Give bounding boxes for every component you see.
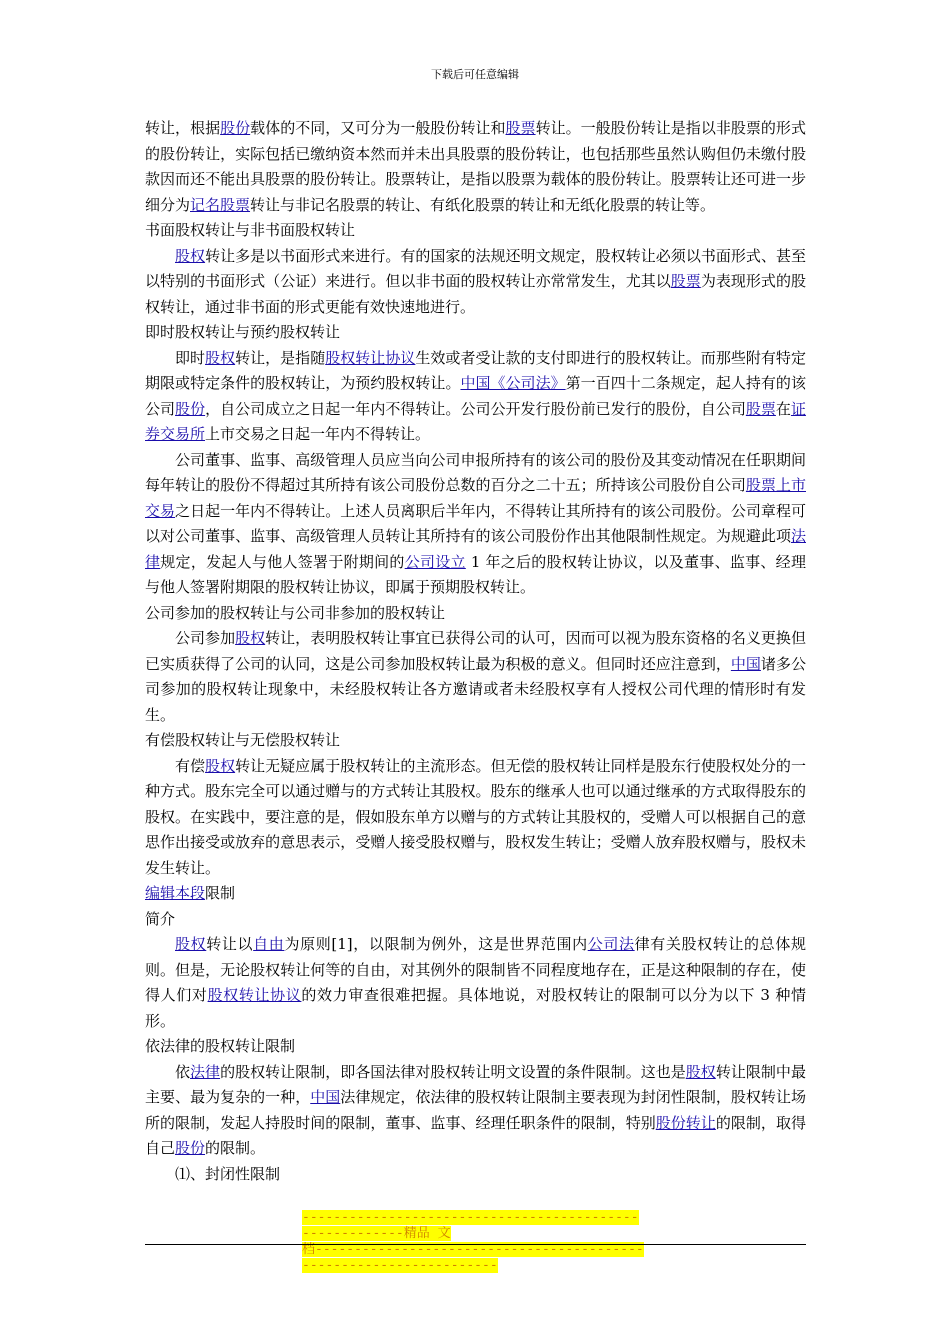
paragraph bbox=[145, 1060, 806, 1162]
text-segment: 限制 bbox=[205, 884, 236, 902]
section-heading bbox=[145, 218, 806, 244]
paragraph bbox=[145, 626, 806, 728]
text-segment: 依 bbox=[175, 1062, 191, 1081]
text-segment: 的限制，取得自己 bbox=[145, 1113, 806, 1157]
text-segment: 即时 bbox=[175, 348, 206, 367]
text-segment: 法律规定，依法律的股权转让限制主要表现为封闭性限制，股权转让场所的限制，发起人持股时间的限制，董事、监事、经理任职条件的限制，特别 bbox=[145, 1088, 806, 1132]
inline-link[interactable]: 股票 bbox=[670, 272, 701, 290]
section-heading bbox=[145, 1034, 806, 1060]
paragraph bbox=[145, 754, 806, 882]
inline-link[interactable]: 股票 bbox=[745, 399, 776, 418]
inline-link[interactable]: 股份 bbox=[175, 399, 206, 418]
footer-line-2: 档------------------------------------------------------------------- bbox=[302, 1242, 644, 1273]
inline-link[interactable]: 股份转让 bbox=[655, 1113, 716, 1132]
paragraph bbox=[145, 346, 806, 448]
inline-link[interactable]: 股权 bbox=[175, 246, 206, 265]
text-segment: 诸多公司参加的股权转让现象中，未经股权转让各方邀请或者未经股权享有人授权公司代理的情形时有发生。 bbox=[145, 654, 806, 724]
inline-link[interactable]: 中国 bbox=[730, 654, 761, 673]
inline-link[interactable]: 股权 bbox=[685, 1062, 716, 1081]
section-heading bbox=[145, 320, 806, 346]
text-segment: 有偿 bbox=[175, 756, 206, 775]
inline-link[interactable]: 自由 bbox=[253, 935, 285, 953]
inline-link[interactable]: 股份 bbox=[220, 119, 251, 137]
footer-watermark bbox=[302, 1210, 644, 1274]
inline-link[interactable]: 记名股票 bbox=[190, 195, 251, 214]
paragraph bbox=[145, 448, 806, 601]
inline-link[interactable]: 股权 bbox=[205, 756, 236, 775]
paragraph bbox=[145, 244, 806, 321]
text-segment: 为原则[1]，以限制为例外，这是世界范围内 bbox=[284, 935, 588, 953]
text-segment: 规定，发起人与他人签署于附期间的 bbox=[160, 552, 405, 571]
inline-link[interactable]: 股票上市交易 bbox=[145, 476, 806, 520]
text-segment: 之日起一年内不得转让。上述人员离职后半年内，不得转让其所持有的该公司股份。公司章程可以对公司董事、监事、高级管理人员转让其所持有的该公司股份作出其他限制性规定。为规避此项 bbox=[145, 501, 806, 545]
inline-link[interactable]: 股票 bbox=[505, 119, 536, 137]
text-segment: 有偿股权转让与无偿股权转让 bbox=[145, 731, 341, 749]
text-segment: 公司董事、监事、高级管理人员应当向公司申报所持有的该公司的股份及其变动情况在任职期间每年转让的股份不得超过其所持有该公司股份总数的百分之二十五；所持该公司股份自公司 bbox=[145, 450, 806, 494]
text-segment: 载体的不同，又可分为一般股份转让和 bbox=[250, 119, 506, 137]
inline-link[interactable]: 股权 bbox=[205, 348, 236, 367]
document-body bbox=[145, 116, 806, 1187]
inline-link[interactable]: 编辑本段 bbox=[145, 884, 206, 902]
text-segment: 转让，根据 bbox=[145, 119, 221, 137]
text-segment: 简介 bbox=[145, 909, 176, 928]
inline-link[interactable]: 股权 bbox=[235, 629, 266, 647]
text-segment: 转让以 bbox=[206, 935, 254, 953]
paragraph bbox=[145, 116, 806, 218]
section-heading bbox=[145, 601, 806, 627]
text-segment: 转让多是以书面形式来进行。有的国家的法规还明文规定，股权转让必须以书面形式、甚至以特别的书面形式（公证）来进行。但以非书面的股权转让亦常常发生，尤其以 bbox=[145, 246, 806, 290]
text-segment: 转让，表明股权转让事宜已获得公司的认可，因而可以视为股东资格的名义更换但已实质获得了公司的认同，这是公司参加股权转让最为积极的意义。但同时还应注意到， bbox=[145, 629, 806, 673]
inline-link[interactable]: 股权 bbox=[175, 935, 207, 953]
text-segment: 的股权转让限制，即各国法律对股权转让明文设置的条件限制。这也是 bbox=[220, 1062, 686, 1081]
inline-link[interactable]: 法律 bbox=[145, 527, 806, 571]
text-segment: ⑴、封闭性限制 bbox=[175, 1164, 281, 1183]
text-segment: 第一百四十二条规定，起人持有的该公司 bbox=[145, 374, 806, 418]
text-segment: 生效或者受让款的支付即进行的股权转让。而那些附有特定期限或特定条件的股权转让，为预约股权转让。 bbox=[145, 348, 806, 392]
text-segment: 即时股权转让与预约股权转让 bbox=[145, 323, 341, 341]
footer-rule bbox=[145, 1244, 806, 1245]
inline-link[interactable]: 股份 bbox=[175, 1139, 206, 1157]
text-segment: 转让无疑应属于股权转让的主流形态。但无偿的股权转让同样是股东行使股权处分的一种方式。股东完全可以通过赠与的方式转让其股权。股东的继承人也可以通过继承的方式取得股东的股权。在实践中，要注意的是，假如股东单方以赠与的方式转让其股权的，受赠人可以根据自己的意思作出接受或放弃的意思表示，受赠人接受股权赠与，股权发生转让；受赠人放弃股权赠与，股权未发生转让。 bbox=[145, 756, 806, 877]
text-segment: 1 年之后的股权转让协议，以及董事、监事、经理与他人签署附期限的股权转让协议，即属于预期股权转让。 bbox=[145, 552, 806, 596]
text-segment: 转让，是指随 bbox=[235, 348, 326, 367]
text-segment: 转让与非记名股票的转让、有纸化股票的转让和无纸化股票的转让等。 bbox=[250, 195, 716, 214]
text-segment: 转让。一般股份转让是指以非股票的形式的股份转让，实际包括已缴纳资本然而并未出具股票的股份转让，也包括那些虽然认购但仍未缴付股款因而还不能出具股票的股份转让。股票转让，是指以股票为载体的股份转让。股票转让还可进一步细分为 bbox=[145, 119, 806, 214]
section-heading bbox=[145, 881, 806, 907]
inline-link[interactable]: 证券交易所 bbox=[145, 399, 806, 443]
paragraph bbox=[145, 932, 806, 1034]
inline-link[interactable]: 股权转让协议 bbox=[207, 986, 302, 1004]
text-segment: 律有关股权转让的总体规则。但是，无论股权转让何等的自由，对其例外的限制皆不同程度地存在，正是这种限制的存在，使得人们对 bbox=[145, 935, 806, 1004]
inline-link[interactable]: 公司设立 bbox=[404, 552, 466, 571]
paragraph bbox=[145, 1162, 806, 1188]
footer-line-1: --------------------------------------------------------精品 文 bbox=[302, 1210, 639, 1241]
inline-link[interactable]: 中国《公司法》 bbox=[460, 374, 566, 392]
section-heading bbox=[145, 907, 806, 933]
text-segment: 公司参加 bbox=[175, 629, 236, 647]
page-header: 下载后可任意编辑 bbox=[431, 68, 519, 81]
text-segment: 书面股权转让与非书面股权转让 bbox=[145, 221, 356, 239]
text-segment: 的限制。 bbox=[205, 1139, 266, 1157]
text-segment: 的效力审查很难把握。具体地说，对股权转让的限制可以分为以下 3 种情形。 bbox=[145, 986, 806, 1030]
text-segment: 转让限制中最主要、最为复杂的一种， bbox=[145, 1062, 806, 1106]
text-segment: ，自公司成立之日起一年内不得转让。公司公开发行股份前已发行的股份，自公司 bbox=[205, 399, 746, 418]
inline-link[interactable]: 公司法 bbox=[587, 935, 635, 953]
text-segment: 上市交易之日起一年内不得转让。 bbox=[205, 425, 431, 443]
text-segment: 为表现形式的股权转让，通过非书面的形式更能有效快速地进行。 bbox=[145, 272, 806, 316]
text-segment: 公司参加的股权转让与公司非参加的股权转让 bbox=[145, 603, 446, 622]
inline-link[interactable]: 法律 bbox=[190, 1062, 221, 1081]
inline-link[interactable]: 股权转让协议 bbox=[325, 348, 416, 367]
section-heading bbox=[145, 728, 806, 754]
text-segment: 在 bbox=[775, 399, 791, 418]
text-segment: 依法律的股权转让限制 bbox=[145, 1037, 296, 1055]
inline-link[interactable]: 中国 bbox=[310, 1088, 341, 1106]
